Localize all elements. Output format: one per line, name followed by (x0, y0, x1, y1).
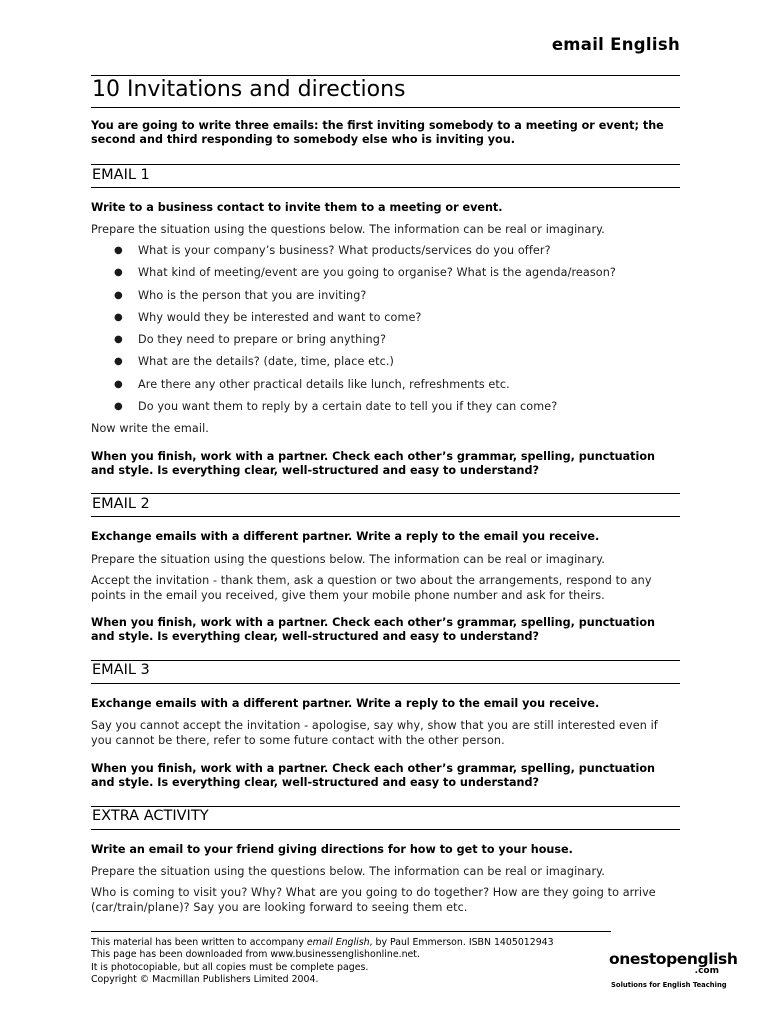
list-item: ● Why would they be interested and want to come? (114, 310, 422, 324)
intro-text: You are going to write three emails: the first inviting somebody to a meeting or event; the second and third responding to somebody else who is inviting you. (91, 119, 664, 146)
extra-rule-bottom (91, 829, 680, 830)
email1-rule-bottom (91, 187, 680, 188)
bullet-icon: ● (114, 334, 123, 346)
list-item: ● What are the details? (date, time, place etc.) (114, 355, 394, 369)
bullet-icon: ● (114, 267, 123, 279)
onestopenglish-logo (609, 950, 738, 995)
email2-rule-bottom (91, 516, 680, 517)
bullet-icon: ● (114, 378, 123, 390)
list-item: ● Do they need to prepare or bring anything? (114, 333, 386, 347)
list-item: ● What kind of meeting/event are you going to organise? What is the agenda/reason? (114, 266, 616, 280)
extra-rule-top (91, 806, 680, 807)
email1-now-write: Now write the email. (91, 422, 209, 435)
bullet-icon: ● (114, 401, 123, 413)
footer-rule (91, 931, 611, 932)
bullet-icon: ● (114, 289, 123, 301)
title-rule-bottom (91, 107, 680, 108)
email3-rule-bottom (91, 683, 680, 684)
email1-rule-top (91, 164, 680, 165)
email3-task: Exchange emails with a different partner. Write a reply to the email you receive. (91, 697, 600, 710)
footer-line-4: Copyright © Macmillan Publishers Limited 2004. (91, 973, 319, 985)
footer-copyright (91, 937, 611, 986)
bullet-icon: ● (114, 245, 123, 256)
footer-line-3: It is photocopiable, but all copies must be complete pages. (91, 961, 369, 973)
email3-rule-top (91, 660, 680, 661)
footer-line-2: This page has been downloaded from www.businessenglishonline.net. (91, 949, 420, 961)
email2-rule-top (91, 493, 680, 494)
email2-heading: EMAIL 2 (92, 496, 150, 512)
email2-body: Accept the invitation - thank them, ask a question or two about the arrangements, respond to any points in the email you received, give them your mobile phone number and ask for theirs. (91, 574, 652, 602)
list-item: ● Are there any other practical details like lunch, refreshments etc. (114, 377, 510, 391)
email1-question-list (91, 243, 680, 421)
bullet-icon: ● (114, 311, 123, 323)
email3-finish: When you finish, work with a partner. Check each other’s grammar, spelling, punctuation and style. Is everything clear, well-structured and easy to understand? (91, 762, 656, 789)
email1-prepare: Prepare the situation using the questions below. The information can be real or imaginary. (91, 223, 605, 236)
logo-tagline: Solutions for English Teaching (611, 981, 727, 989)
footer-line-1: This material has been written to accompany email English, by Paul Emmerson. ISBN 1405012943 (91, 937, 554, 948)
list-item: ● What is your company’s business? What products/services do you offer? (114, 244, 551, 257)
extra-body: Who is coming to visit you? Why? What are you going to do together? How are they going to arrive (car/train/plane)? Say you are looking forward to seeing them etc. (91, 886, 656, 914)
email1-heading: EMAIL 1 (92, 167, 150, 183)
book-title: email English (306, 937, 370, 948)
header-brand: email English (551, 35, 680, 54)
logo-domain: .com (694, 966, 719, 976)
email1-finish: When you finish, work with a partner. Check each other’s grammar, spelling, punctuation and style. Is everything clear, well-structured and easy to understand? (91, 450, 656, 477)
extra-task: Write an email to your friend giving directions for how to get to your house. (91, 843, 573, 856)
email2-task: Exchange emails with a different partner. Write a reply to the email you receive. (91, 530, 600, 543)
email3-body: Say you cannot accept the invitation - apologise, say why, show that you are still interested even if you cannot be there, refer to some future contact with the other person. (91, 719, 658, 747)
email3-heading: EMAIL 3 (92, 662, 150, 678)
list-item: ● Who is the person that you are inviting? (114, 288, 367, 302)
list-item: ● Do you want them to reply by a certain date to tell you if they can come? (114, 400, 558, 414)
extra-prepare: Prepare the situation using the questions below. The information can be real or imaginary. (91, 865, 605, 878)
email2-prepare: Prepare the situation using the questions below. The information can be real or imaginary. (91, 553, 605, 566)
email1-task: Write to a business contact to invite them to a meeting or event. (91, 201, 503, 214)
extra-heading: EXTRA ACTIVITY (92, 808, 209, 824)
title-rule-top (91, 75, 680, 76)
bullet-icon: ● (114, 356, 123, 368)
page-title: 10 Invitations and directions (92, 77, 406, 102)
email2-finish: When you finish, work with a partner. Check each other’s grammar, spelling, punctuation and style. Is everything clear, well-structured and easy to understand? (91, 616, 656, 643)
logo-wordmark: onestopenglish (609, 950, 738, 968)
